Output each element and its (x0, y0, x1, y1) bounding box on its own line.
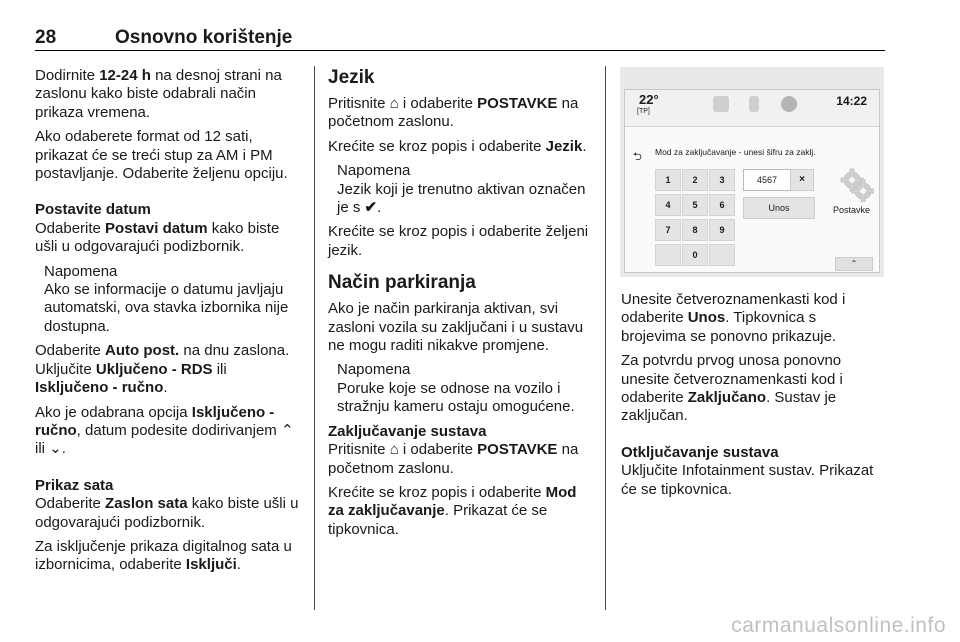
home-icon: ⌂ (389, 95, 399, 112)
paragraph: Krećite se kroz popis i odaberite Mod za zaključavanje. Prikazat će se tipkovnica. (328, 483, 577, 538)
gear-icon[interactable] (840, 168, 874, 202)
note-title: Napomena (44, 262, 118, 280)
paragraph: Ako je odabrana opcija Isključeno - ručno, datum podesite dodirivanjem ⌃ ili ⌄. (35, 403, 294, 458)
phone-icon (749, 96, 759, 112)
home-icon: ⌂ (389, 441, 399, 459)
note-title: Napomena (337, 162, 411, 180)
paragraph: Dodirnite 12-24 h na desnoj strani na zaslonu kako biste odabrali način prikaza vremena. (35, 67, 282, 121)
back-arrow-icon[interactable]: ⮌ (633, 151, 642, 163)
key-0[interactable]: 0 (682, 244, 708, 266)
paragraph: Pritisnite ⌂ i odaberite POSTAVKE na početnom zaslonu. (328, 441, 579, 477)
key-5[interactable]: 5 (682, 194, 708, 216)
page-header (35, 24, 885, 51)
paragraph: Krećite se kroz popis i odaberite željeni jezik. (328, 223, 589, 259)
paragraph: Krećite se kroz popis i odaberite Jezik. (328, 137, 587, 155)
key-9[interactable]: 9 (709, 219, 735, 241)
note-title: Napomena (337, 361, 411, 379)
paragraph: Odaberite Postavi datum kako biste ušli u odgovarajući podizbornik. (35, 219, 280, 256)
paragraph: Pritisnite ⌂ i odaberite POSTAVKE na početnom zaslonu. (328, 95, 579, 131)
chevron-up-icon: ⌃ (280, 421, 294, 439)
paragraph: Za potvrdu prvog unosa ponovno unesite četveroznamenkasti kod i odaberite Zaključano. Sustav je zaključan. (621, 352, 843, 425)
media-icon (781, 96, 797, 112)
column-divider (605, 66, 606, 610)
clock: 14:22 (836, 94, 867, 108)
page-number: 28 (35, 27, 57, 48)
paragraph: Za isključenje prikaza digitalnog sata u izbornicima, odaberite Isključi. (35, 537, 292, 574)
paragraph: Odaberite Auto post. na dnu zaslona. Uključite Uključeno - RDS ili Isključeno - ručno. (35, 342, 290, 397)
settings-label[interactable]: Postavke (833, 205, 871, 215)
note (328, 162, 596, 217)
status-bar (625, 90, 879, 127)
chevron-down-icon: ⌄ (49, 440, 62, 458)
section-heading: Prikaz sata (35, 476, 114, 494)
section-heading: Otključavanje sustava (621, 443, 779, 461)
key-1[interactable]: 1 (655, 169, 681, 191)
key-8[interactable]: 8 (682, 219, 708, 241)
nav-icon (713, 96, 729, 112)
watermark: carmanualsonline.info (731, 614, 946, 637)
note-text: Jezik koji je trenutno aktivan označen je s ✔. (337, 180, 586, 217)
checkmark-icon: ✔ (364, 199, 378, 217)
note-text: Ako se informacije o datumu javljaju automatski, ova stavka izbornika nije dostupna. (44, 281, 289, 335)
clear-button[interactable]: × (790, 169, 814, 191)
key-3[interactable]: 3 (709, 169, 735, 191)
key-blank (655, 244, 681, 266)
paragraph: Uključite Infotainment sustav. Prikazat će se tipkovnica. (621, 462, 874, 498)
note (328, 361, 596, 416)
column-1 (35, 67, 303, 581)
temperature: 22° (639, 92, 659, 107)
key-blank (709, 244, 735, 266)
paragraph: Ako odaberete format od 12 sati, prikazat će se treći stup za AM i PM postavljanje. Odaberite željenu opciju. (35, 128, 288, 183)
page-title: Osnovno korištenje (115, 27, 293, 48)
key-2[interactable]: 2 (682, 169, 708, 191)
column-2 (328, 67, 596, 545)
paragraph: Odaberite Zaslon sata kako biste ušli u odgovarajući podizbornik. (35, 495, 299, 531)
enter-button[interactable]: Unos (743, 197, 815, 219)
note-text: Poruke koje se odnose na vozilo i stražnju kameru ostaju omogućene. (337, 379, 575, 416)
column-3 (621, 291, 885, 505)
tp-indicator: [TP] (637, 108, 650, 115)
key-4[interactable]: 4 (655, 194, 681, 216)
key-7[interactable]: 7 (655, 219, 681, 241)
lock-prompt: Mod za zaključavanje - unesi šifru za zaklj. (655, 147, 816, 157)
infotainment-screen (624, 89, 880, 273)
infotainment-screenshot (620, 67, 884, 277)
section-heading: Zaključavanje sustava (328, 422, 487, 440)
code-display: 4567 (743, 169, 791, 191)
paragraph: Ako je način parkiranja aktivan, svi zasloni vozila su zaključani i u sustavu ne mogu raditi nikakve promjene. (328, 300, 584, 355)
column-divider (314, 66, 315, 610)
section-heading: Način parkiranja (328, 272, 476, 294)
paragraph: Unesite četveroznamenkasti kod i odaberite Unos. Tipkovnica s brojevima se ponovno prikazuje. (621, 291, 846, 345)
section-heading: Jezik (328, 67, 375, 88)
note (35, 263, 303, 337)
chevron-up-icon[interactable]: ⌃ (835, 257, 873, 271)
section-heading: Postavite datum (35, 201, 151, 219)
key-6[interactable]: 6 (709, 194, 735, 216)
